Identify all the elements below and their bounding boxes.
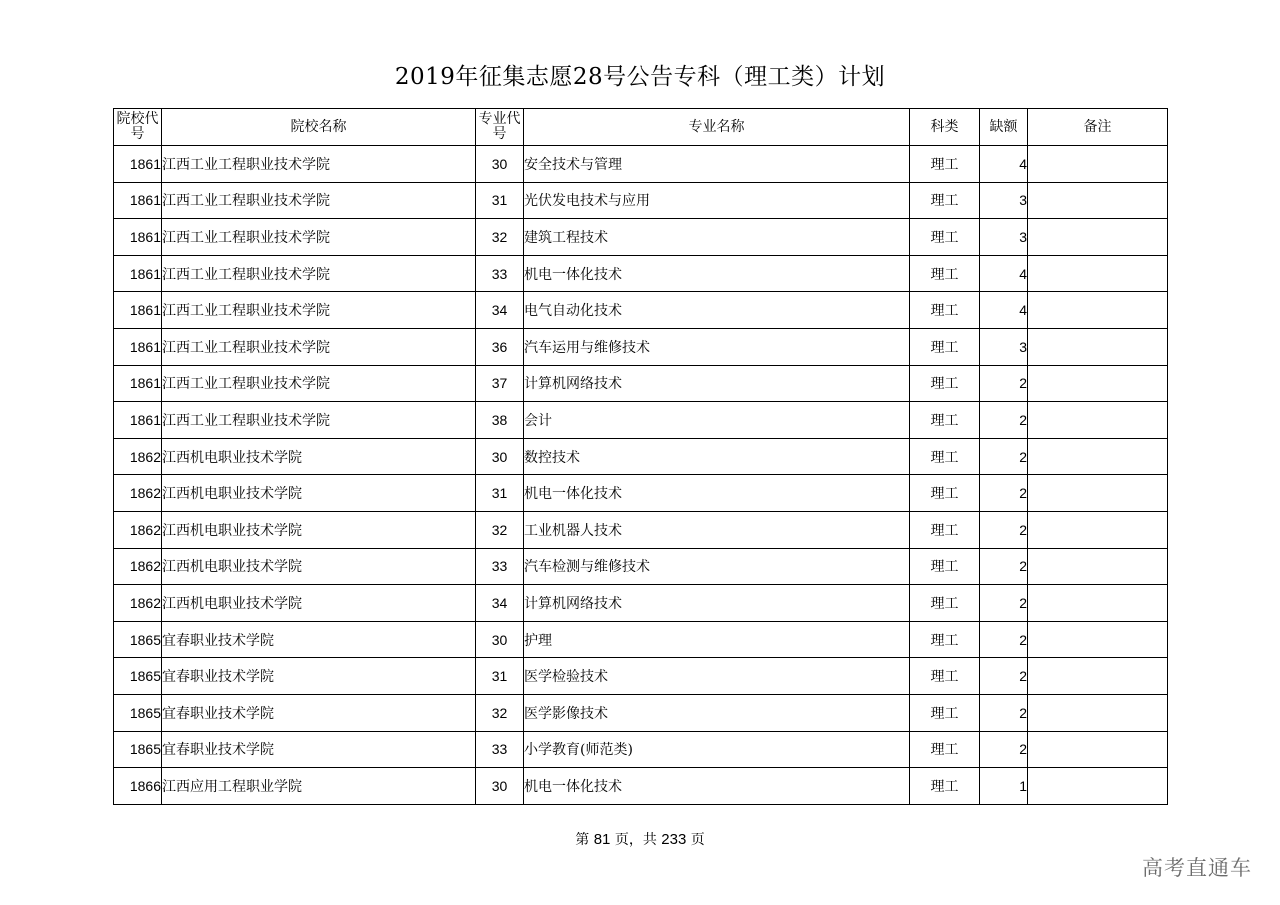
table-row <box>114 219 1168 256</box>
cell-school-code: 1862 <box>114 475 162 512</box>
cell-major-name: 小学教育(师范类) <box>524 731 910 768</box>
cell-major-code: 32 <box>476 694 524 731</box>
cell-vacancies: 2 <box>980 731 1028 768</box>
cell-school-name: 江西工业工程职业技术学院 <box>162 219 476 256</box>
cell-remarks <box>1028 694 1168 731</box>
cell-school-name: 江西工业工程职业技术学院 <box>162 255 476 292</box>
cell-school-code: 1865 <box>114 621 162 658</box>
cell-school-code: 1862 <box>114 548 162 585</box>
cell-category: 理工 <box>910 585 980 622</box>
table-row <box>114 548 1168 585</box>
cell-school-name: 江西工业工程职业技术学院 <box>162 146 476 183</box>
cell-vacancies: 2 <box>980 365 1028 402</box>
table-row <box>114 585 1168 622</box>
cell-major-name: 机电一体化技术 <box>524 768 910 805</box>
cell-major-name: 汽车检测与维修技术 <box>524 548 910 585</box>
cell-school-code: 1865 <box>114 694 162 731</box>
cell-vacancies: 2 <box>980 511 1028 548</box>
cell-major-name: 机电一体化技术 <box>524 255 910 292</box>
cell-remarks <box>1028 548 1168 585</box>
cell-remarks <box>1028 328 1168 365</box>
cell-major-code: 38 <box>476 402 524 439</box>
cell-school-name: 宜春职业技术学院 <box>162 694 476 731</box>
footer-total-pages: 233 <box>661 831 687 848</box>
cell-vacancies: 2 <box>980 475 1028 512</box>
cell-remarks <box>1028 438 1168 475</box>
cell-vacancies: 2 <box>980 694 1028 731</box>
cell-major-code: 36 <box>476 328 524 365</box>
cell-category: 理工 <box>910 548 980 585</box>
cell-category: 理工 <box>910 511 980 548</box>
cell-school-name: 江西机电职业技术学院 <box>162 548 476 585</box>
header-school-code: 院校代号 <box>114 109 162 146</box>
footer-middle: 页，共 <box>614 832 657 848</box>
table-row <box>114 402 1168 439</box>
cell-remarks <box>1028 768 1168 805</box>
cell-vacancies: 2 <box>980 621 1028 658</box>
cell-school-code: 1861 <box>114 219 162 256</box>
cell-school-name: 江西机电职业技术学院 <box>162 585 476 622</box>
cell-major-code: 30 <box>476 768 524 805</box>
cell-category: 理工 <box>910 768 980 805</box>
table-row <box>114 511 1168 548</box>
cell-major-name: 数控技术 <box>524 438 910 475</box>
cell-category: 理工 <box>910 365 980 402</box>
cell-school-name: 宜春职业技术学院 <box>162 658 476 695</box>
table-row <box>114 146 1168 183</box>
cell-major-code: 37 <box>476 365 524 402</box>
watermark: 高考直通车 <box>1142 856 1252 880</box>
table-row <box>114 328 1168 365</box>
cell-vacancies: 2 <box>980 585 1028 622</box>
cell-school-name: 江西机电职业技术学院 <box>162 475 476 512</box>
header-major-name: 专业名称 <box>524 109 910 146</box>
table-row <box>114 292 1168 329</box>
table-row <box>114 731 1168 768</box>
cell-category: 理工 <box>910 731 980 768</box>
cell-major-name: 计算机网络技术 <box>524 365 910 402</box>
cell-vacancies: 1 <box>980 768 1028 805</box>
cell-school-code: 1862 <box>114 585 162 622</box>
cell-remarks <box>1028 621 1168 658</box>
cell-category: 理工 <box>910 255 980 292</box>
cell-category: 理工 <box>910 292 980 329</box>
cell-major-code: 31 <box>476 658 524 695</box>
cell-category: 理工 <box>910 658 980 695</box>
table-row <box>114 621 1168 658</box>
cell-category: 理工 <box>910 621 980 658</box>
cell-school-name: 江西机电职业技术学院 <box>162 438 476 475</box>
cell-remarks <box>1028 365 1168 402</box>
table-row <box>114 255 1168 292</box>
cell-major-name: 汽车运用与维修技术 <box>524 328 910 365</box>
cell-major-code: 32 <box>476 511 524 548</box>
cell-school-code: 1861 <box>114 328 162 365</box>
cell-school-name: 江西机电职业技术学院 <box>162 511 476 548</box>
cell-major-name: 医学检验技术 <box>524 658 910 695</box>
cell-remarks <box>1028 182 1168 219</box>
page-footer <box>0 829 1280 849</box>
cell-major-name: 机电一体化技术 <box>524 475 910 512</box>
cell-major-code: 31 <box>476 182 524 219</box>
cell-vacancies: 2 <box>980 658 1028 695</box>
footer-suffix: 页 <box>690 832 705 848</box>
cell-major-code: 33 <box>476 548 524 585</box>
cell-school-name: 江西工业工程职业技术学院 <box>162 365 476 402</box>
cell-school-code: 1861 <box>114 182 162 219</box>
header-school-name: 院校名称 <box>162 109 476 146</box>
table-row <box>114 768 1168 805</box>
table-row <box>114 658 1168 695</box>
cell-major-name: 护理 <box>524 621 910 658</box>
cell-remarks <box>1028 475 1168 512</box>
cell-major-code: 33 <box>476 731 524 768</box>
cell-vacancies: 2 <box>980 402 1028 439</box>
cell-major-code: 30 <box>476 438 524 475</box>
cell-remarks <box>1028 255 1168 292</box>
cell-major-code: 34 <box>476 585 524 622</box>
cell-major-name: 电气自动化技术 <box>524 292 910 329</box>
cell-major-code: 34 <box>476 292 524 329</box>
cell-major-code: 30 <box>476 621 524 658</box>
cell-school-name: 江西工业工程职业技术学院 <box>162 402 476 439</box>
cell-school-code: 1862 <box>114 438 162 475</box>
cell-major-name: 计算机网络技术 <box>524 585 910 622</box>
cell-school-code: 1861 <box>114 146 162 183</box>
header-vacancies: 缺额 <box>980 109 1028 146</box>
cell-school-name: 江西工业工程职业技术学院 <box>162 328 476 365</box>
cell-category: 理工 <box>910 694 980 731</box>
cell-school-code: 1861 <box>114 365 162 402</box>
cell-school-code: 1866 <box>114 768 162 805</box>
cell-school-code: 1861 <box>114 255 162 292</box>
cell-category: 理工 <box>910 328 980 365</box>
cell-category: 理工 <box>910 402 980 439</box>
cell-major-name: 医学影像技术 <box>524 694 910 731</box>
cell-major-code: 32 <box>476 219 524 256</box>
header-major-code: 专业代号 <box>476 109 524 146</box>
cell-school-name: 宜春职业技术学院 <box>162 731 476 768</box>
cell-vacancies: 4 <box>980 146 1028 183</box>
table-row <box>114 475 1168 512</box>
cell-vacancies: 3 <box>980 182 1028 219</box>
footer-prefix: 第 <box>575 832 590 848</box>
table-row <box>114 365 1168 402</box>
cell-remarks <box>1028 146 1168 183</box>
cell-remarks <box>1028 658 1168 695</box>
cell-school-code: 1862 <box>114 511 162 548</box>
cell-remarks <box>1028 511 1168 548</box>
header-remarks: 备注 <box>1028 109 1168 146</box>
cell-remarks <box>1028 585 1168 622</box>
header-category: 科类 <box>910 109 980 146</box>
cell-school-name: 江西工业工程职业技术学院 <box>162 292 476 329</box>
cell-major-name: 工业机器人技术 <box>524 511 910 548</box>
cell-vacancies: 2 <box>980 438 1028 475</box>
cell-major-name: 光伏发电技术与应用 <box>524 182 910 219</box>
cell-major-code: 33 <box>476 255 524 292</box>
cell-vacancies: 2 <box>980 548 1028 585</box>
cell-vacancies: 3 <box>980 219 1028 256</box>
cell-vacancies: 4 <box>980 292 1028 329</box>
cell-category: 理工 <box>910 475 980 512</box>
cell-school-code: 1861 <box>114 402 162 439</box>
cell-vacancies: 3 <box>980 328 1028 365</box>
cell-category: 理工 <box>910 146 980 183</box>
cell-school-name: 江西工业工程职业技术学院 <box>162 182 476 219</box>
page-title: 2019年征集志愿28号公告专科（理工类）计划 <box>394 64 886 90</box>
cell-school-code: 1865 <box>114 731 162 768</box>
cell-remarks <box>1028 731 1168 768</box>
cell-major-name: 会计 <box>524 402 910 439</box>
cell-remarks <box>1028 219 1168 256</box>
cell-major-code: 30 <box>476 146 524 183</box>
cell-remarks <box>1028 402 1168 439</box>
cell-school-name: 宜春职业技术学院 <box>162 621 476 658</box>
cell-vacancies: 4 <box>980 255 1028 292</box>
cell-school-code: 1861 <box>114 292 162 329</box>
cell-remarks <box>1028 292 1168 329</box>
plan-table <box>113 108 1168 805</box>
cell-school-code: 1865 <box>114 658 162 695</box>
cell-category: 理工 <box>910 219 980 256</box>
table-row <box>114 694 1168 731</box>
table-row <box>114 438 1168 475</box>
cell-major-name: 建筑工程技术 <box>524 219 910 256</box>
cell-major-code: 31 <box>476 475 524 512</box>
table-header-row <box>114 109 1168 146</box>
cell-category: 理工 <box>910 182 980 219</box>
cell-category: 理工 <box>910 438 980 475</box>
cell-major-name: 安全技术与管理 <box>524 146 910 183</box>
cell-school-name: 江西应用工程职业学院 <box>162 768 476 805</box>
table-row <box>114 182 1168 219</box>
footer-page-number: 81 <box>593 831 611 848</box>
